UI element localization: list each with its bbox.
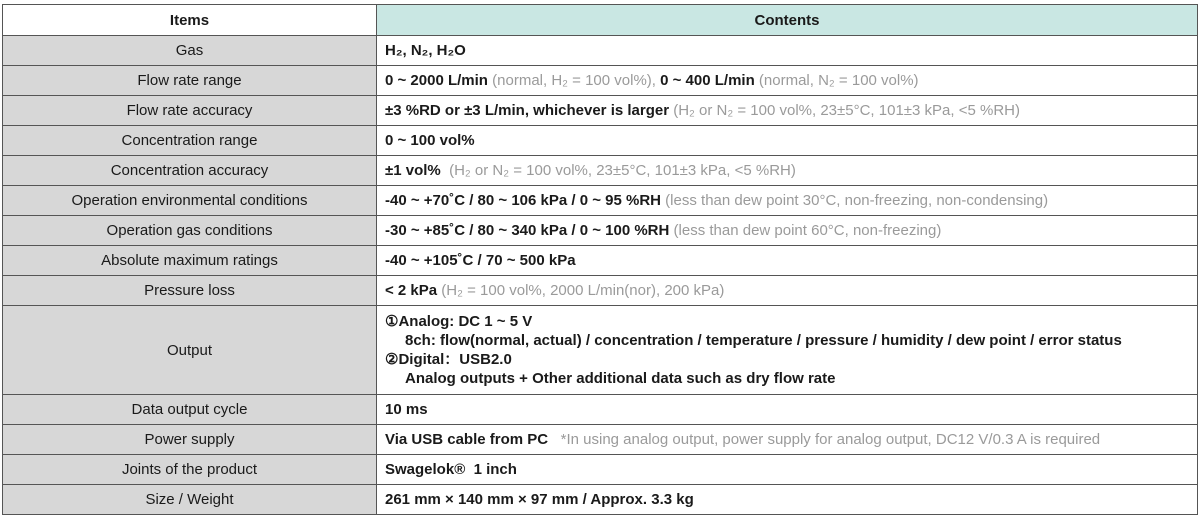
table-row [3,96,1198,126]
value-note-2: (normal, N₂ = 100 vol%) [754,72,919,89]
items-column-header: Items [3,5,377,36]
row-label-concentration-range: Concentration range [3,126,377,156]
row-label-concentration-accuracy: Concentration accuracy [3,156,377,186]
value-note: (H₂ = 100 vol%, 2000 L/min(nor), 200 kPa) [437,282,725,299]
row-label-size-weight: Size / Weight [3,485,377,515]
row-label-operation-environmental-conditions: Operation environmental conditions [3,186,377,216]
value-main: -40 ~ +70˚C / 80 ~ 106 kPa / 0 ~ 95 %RH [385,192,662,209]
value-main: 10 ms [385,401,428,418]
row-label-power-supply: Power supply [3,425,377,455]
row-value-operation-environmental-conditions [377,186,1198,216]
row-value-pressure-loss [377,276,1198,306]
row-value-power-supply [377,425,1198,455]
value-main: 0 ~ 2000 L/min [385,72,488,89]
row-value-absolute-maximum-ratings [377,246,1198,276]
row-label-pressure-loss: Pressure loss [3,276,377,306]
value-main: < 2 kPa [385,282,438,299]
value-main: Swagelok® 1 inch [385,461,517,478]
row-value-flow-rate-accuracy [377,96,1198,126]
row-label-flow-rate-range: Flow rate range [3,66,377,96]
row-label-data-output-cycle: Data output cycle [3,395,377,425]
table-row [3,186,1198,216]
row-value-data-output-cycle [377,395,1198,425]
value-main: ±1 vol% [385,162,441,179]
table-row [3,485,1198,515]
table-row [3,395,1198,425]
value-main: 261 mm × 140 mm × 97 mm / Approx. 3.3 kg [385,491,694,508]
output-line-analog: ①Analog: DC 1 ~ 5 V [385,313,533,330]
table-row [3,455,1198,485]
row-value-concentration-range [377,126,1198,156]
row-label-absolute-maximum-ratings: Absolute maximum ratings [3,246,377,276]
output-line-analog-detail: 8ch: flow(normal, actual) / concentration / temperature / pressure / humidity / dew point / error status [405,332,1122,349]
value-main: H₂, N₂, H₂O [385,42,466,59]
output-line-digital: ②Digital：USB2.0 [385,351,512,368]
value-main: -30 ~ +85˚C / 80 ~ 340 kPa / 0 ~ 100 %RH [385,222,670,239]
row-value-concentration-accuracy [377,156,1198,186]
row-label-gas: Gas [3,36,377,66]
table-row [3,425,1198,455]
row-label-flow-rate-accuracy: Flow rate accuracy [3,96,377,126]
row-label-output: Output [3,306,377,395]
specifications-table [2,4,1198,515]
table-header-row [3,5,1198,36]
table-row [3,276,1198,306]
contents-column-header: Contents [377,5,1198,36]
row-value-flow-rate-range [377,66,1198,96]
table-row [3,126,1198,156]
value-main-2: 0 ~ 400 L/min [655,72,755,89]
row-value-gas [377,36,1198,66]
value-main: 0 ~ 100 vol% [385,132,475,149]
value-note: (less than dew point 30°C, non-freezing, non-condensing) [661,192,1049,209]
row-value-output [377,306,1198,395]
table-row [3,156,1198,186]
table-row [3,36,1198,66]
value-note: (normal, H₂ = 100 vol%), [487,72,656,89]
value-main: -40 ~ +105˚C / 70 ~ 500 kPa [385,252,576,269]
table-row [3,306,1198,395]
row-label-joints-of-the-product: Joints of the product [3,455,377,485]
table-row [3,246,1198,276]
output-line-digital-detail: Analog outputs + Other additional data such as dry flow rate [405,370,836,387]
value-note: (less than dew point 60°C, non-freezing) [669,222,942,239]
table-row [3,216,1198,246]
value-main: ±3 %RD or ±3 L/min, whichever is larger [385,102,670,119]
value-note: (H₂ or N₂ = 100 vol%, 23±5°C, 101±3 kPa, <5 %RH) [440,162,796,179]
row-value-joints-of-the-product [377,455,1198,485]
value-note: (H₂ or N₂ = 100 vol%, 23±5°C, 101±3 kPa, <5 %RH) [669,102,1020,119]
table-row [3,66,1198,96]
value-note: *In using analog output, power supply for analog output, DC12 V/0.3 A is required [548,431,1101,448]
row-label-operation-gas-conditions: Operation gas conditions [3,216,377,246]
row-value-operation-gas-conditions [377,216,1198,246]
value-main: Via USB cable from PC [385,431,549,448]
row-value-size-weight [377,485,1198,515]
